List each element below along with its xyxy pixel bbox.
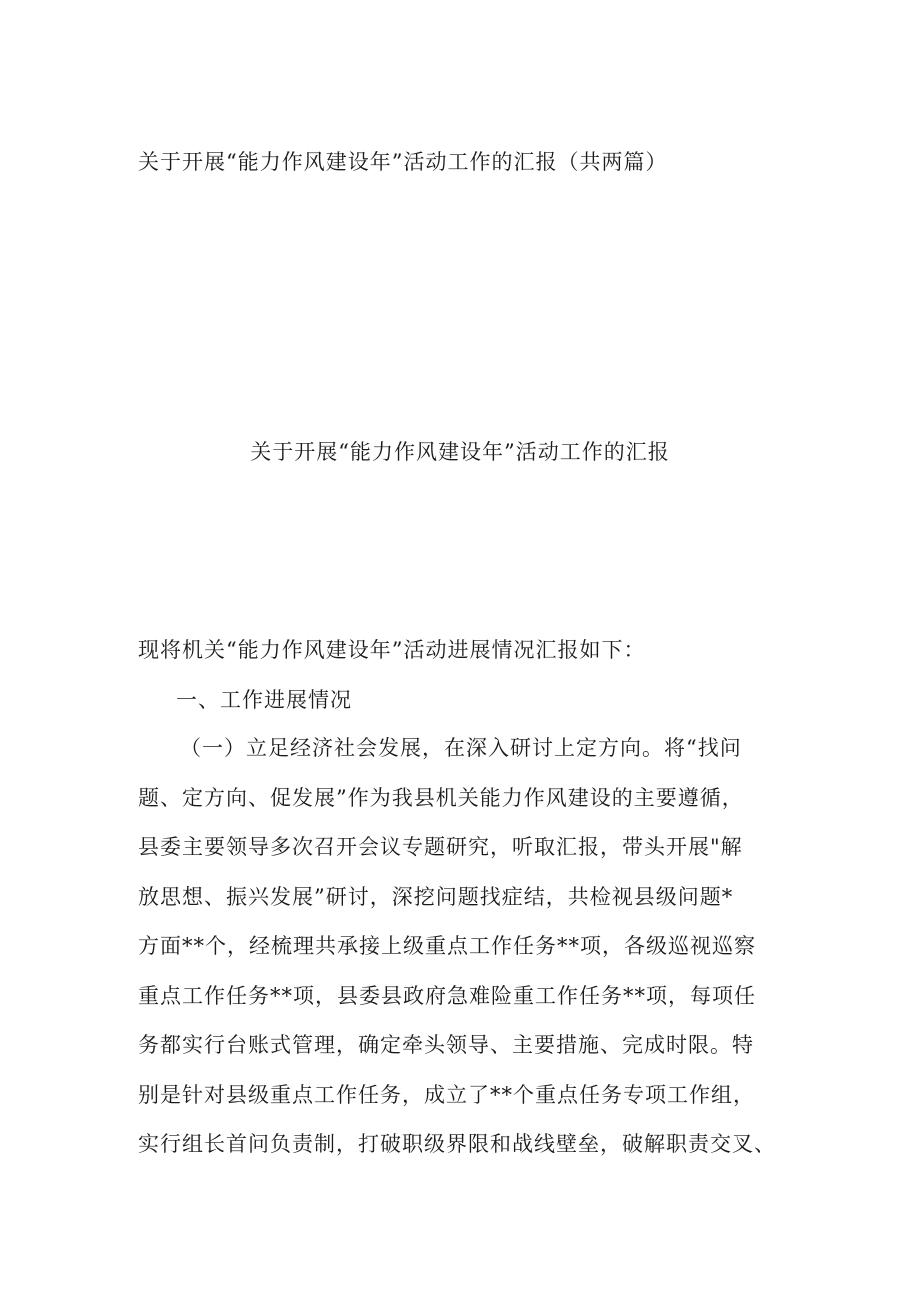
- intro-paragraph: 现将机关“能力作风建设年”活动进展情况汇报如下：: [138, 638, 646, 662]
- body-paragraph: [138, 735, 798, 1181]
- report-subtitle: 关于开展“能力作风建设年”活动工作的汇报: [250, 440, 670, 464]
- paragraph-line: （一）立足经济社会发展，在深入研讨上定方向。将“找问: [180, 736, 742, 760]
- section-heading: 一、工作进展情况: [176, 688, 352, 712]
- paragraph-line: 别是针对县级重点工作任务，成立了**个重点任务专项工作组，: [138, 1082, 755, 1107]
- paragraph-line: 题、定方向、促发展”作为我县机关能力作风建设的主要遵循，: [138, 785, 744, 810]
- paragraph-line: 务都实行台账式管理，确定牵头领导、主要措施、完成时限。特: [138, 1033, 754, 1057]
- paragraph-line: 重点工作任务**项，县委县政府急难险重工作任务**项，每项任: [138, 983, 756, 1008]
- paragraph-line: 放思想、振兴发展”研讨，深挖问题找症结，共检视县级问题*: [138, 884, 734, 909]
- paragraph-line: 县委主要领导多次召开会议专题研究，听取汇报，带头开展"解: [138, 835, 743, 859]
- paragraph-line: 方面**个，经梳理共承接上级重点工作任务**项，各级巡视巡察: [138, 934, 756, 958]
- document-title: 关于开展“能力作风建设年”活动工作的汇报（共两篇）: [138, 150, 668, 174]
- paragraph-line: 实行组长首问负责制，打破职级界限和战线壁垒，破解职责交叉、: [138, 1132, 776, 1156]
